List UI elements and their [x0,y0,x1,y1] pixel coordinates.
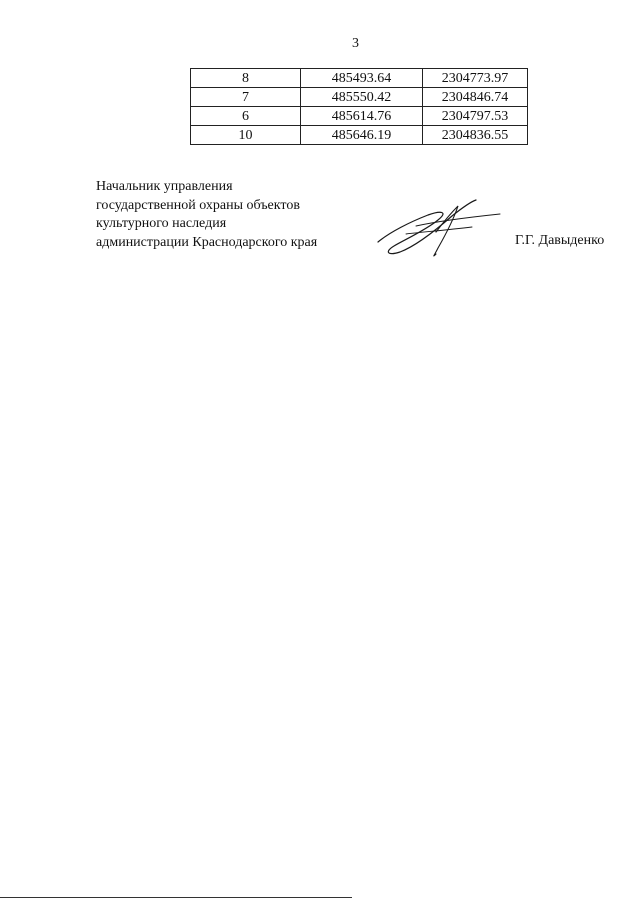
y-coordinate-cell: 2304773.97 [423,69,528,88]
y-coordinate-cell: 2304846.74 [423,88,528,107]
x-coordinate-cell: 485493.64 [300,69,422,88]
point-number-cell: 8 [191,69,301,88]
y-coordinate-cell: 2304836.55 [423,126,528,145]
point-number-cell: 6 [191,107,301,126]
position-line: администрации Краснодарского края [96,234,318,250]
x-coordinate-cell: 485614.76 [300,107,422,126]
point-number-cell: 7 [191,88,301,107]
table-row [191,107,528,126]
position-line: государственной охраны объектов [96,197,300,213]
signatory-name: Г.Г. Давыденко [515,233,605,248]
table-row [191,126,528,145]
position-line: культурного наследия [96,216,227,231]
position-line: Начальник управления [96,179,233,194]
y-coordinate-cell: 2304797.53 [423,107,528,126]
handwritten-signature [376,196,502,262]
bottom-divider [0,897,352,898]
page-number: 3 [352,36,359,51]
coordinates-table [190,68,528,145]
x-coordinate-cell: 485646.19 [300,126,422,145]
point-number-cell: 10 [191,126,301,145]
signatory-position [96,178,356,252]
x-coordinate-cell: 485550.42 [300,88,422,107]
table-row [191,69,528,88]
coordinates-table-body [191,69,528,145]
table-row [191,88,528,107]
